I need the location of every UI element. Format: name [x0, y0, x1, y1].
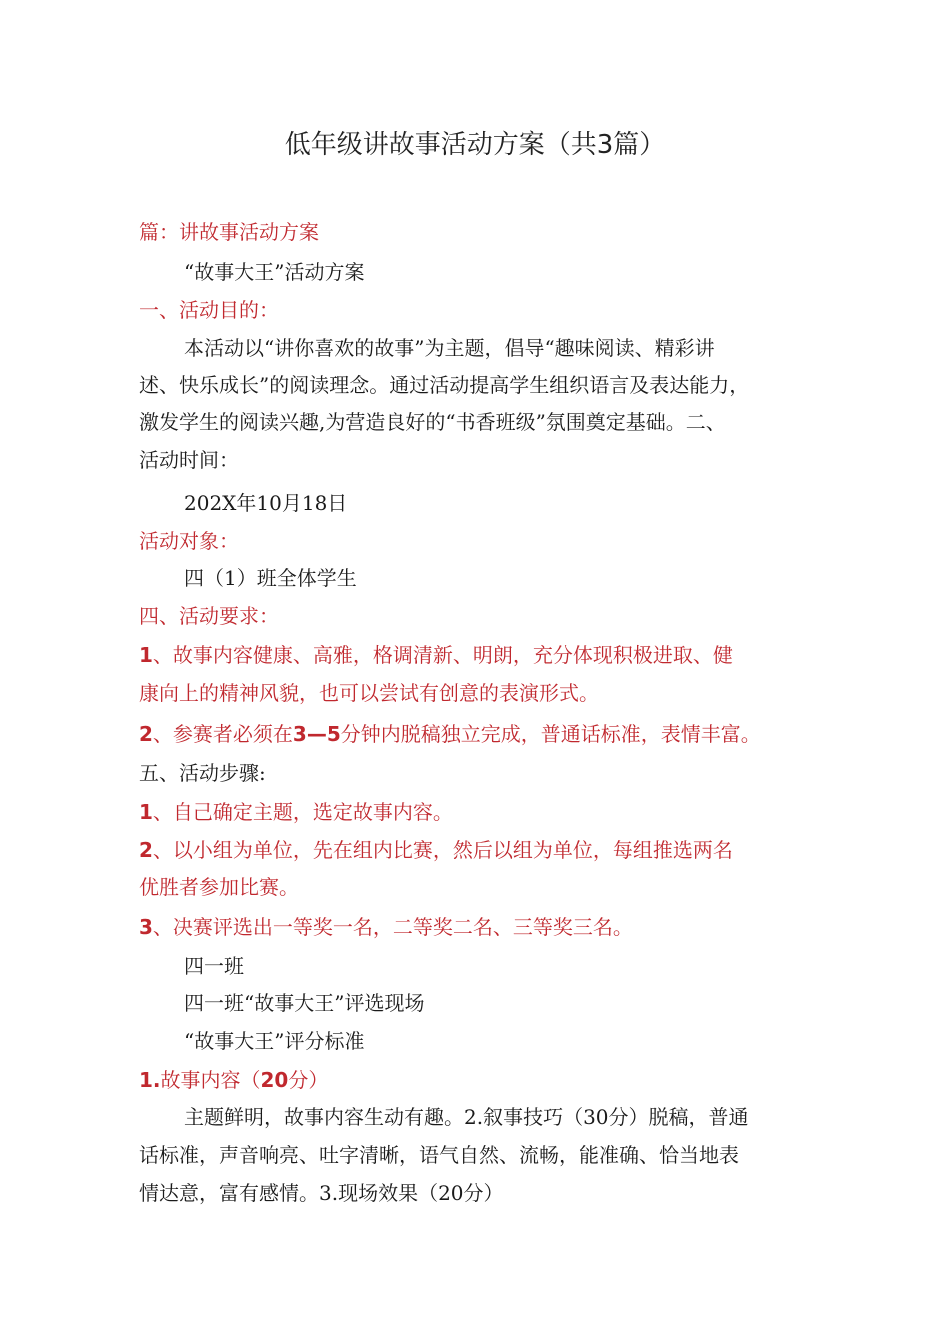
item-number: 1: [139, 643, 153, 667]
paragraph-line: 述、快乐成长”的阅读理念。通过活动提高学生组织语言及表达能力，: [139, 373, 750, 397]
item-number: 3: [139, 915, 153, 939]
scene-caption: 四一班“故事大王”评选现场: [184, 991, 425, 1015]
subtitle: “故事大王”活动方案: [184, 260, 365, 284]
scoring-item: [139, 1066, 328, 1094]
requirement-item: [139, 720, 761, 748]
paragraph-line: 活动时间：: [139, 448, 239, 472]
document-title: 低年级讲故事活动方案（共3篇）: [284, 130, 666, 160]
section-heading-purpose: 一、活动目的：: [139, 298, 279, 322]
step-item-continued: 优胜者参加比赛。: [139, 875, 299, 899]
section-heading-requirements: 四、活动要求：: [139, 604, 279, 628]
item-text: 故事内容（: [160, 1068, 261, 1092]
item-text: 分钟内脱稿独立完成，普通话标准，表情丰富。: [340, 722, 761, 746]
paragraph-line: 本活动以“讲你喜欢的故事”为主题，倡导“趣味阅读、精彩讲: [184, 336, 715, 360]
scoring-heading: “故事大王”评分标准: [184, 1029, 365, 1053]
item-text: 、以小组为单位，先在组内比赛，然后以组为单位，每组推选两名: [152, 838, 733, 862]
paragraph-line: 主题鲜明，故事内容生动有趣。2.叙事技巧（30分）脱稿，普通: [184, 1105, 749, 1129]
requirement-item-continued: 康向上的精神风貌，也可以尝试有创意的表演形式。: [139, 681, 599, 705]
score: 20: [260, 1068, 289, 1092]
activity-target: 四（1）班全体学生: [184, 566, 357, 590]
item-number: 2: [139, 838, 153, 862]
class-label: 四一班: [184, 954, 244, 978]
step-item: [139, 913, 633, 941]
step-item: [139, 836, 733, 864]
paragraph-line: 情达意，富有感情。3.现场效果（20分）: [139, 1181, 504, 1205]
section-heading-target: 活动对象：: [139, 529, 239, 553]
paragraph-line: 激发学生的阅读兴趣,为营造良好的“书香班级”氛围奠定基础。二、: [139, 410, 726, 434]
section-heading-steps: 五、活动步骤:: [139, 761, 266, 785]
item-text: 、参赛者必须在: [152, 722, 293, 746]
item-number: 2: [139, 722, 153, 746]
item-text: 分）: [288, 1068, 329, 1092]
step-item: [139, 798, 453, 826]
item-number: 1.: [139, 1068, 161, 1092]
requirement-item: [139, 641, 733, 669]
activity-date: 202X年10月18日: [184, 491, 348, 515]
item-text: 、自己确定主题，选定故事内容。: [152, 800, 453, 824]
time-range: 3—5: [292, 722, 341, 746]
item-text: 、故事内容健康、高雅，格调清新、明朗，充分体现积极进取、健: [152, 643, 733, 667]
item-text: 、决赛评选出一等奖一名，二等奖二名、三等奖三名。: [152, 915, 633, 939]
section-heading: 篇：讲故事活动方案: [139, 220, 319, 244]
item-number: 1: [139, 800, 153, 824]
paragraph-line: 话标准，声音响亮、吐字清晰，语气自然、流畅，能准确、恰当地表: [139, 1143, 739, 1167]
